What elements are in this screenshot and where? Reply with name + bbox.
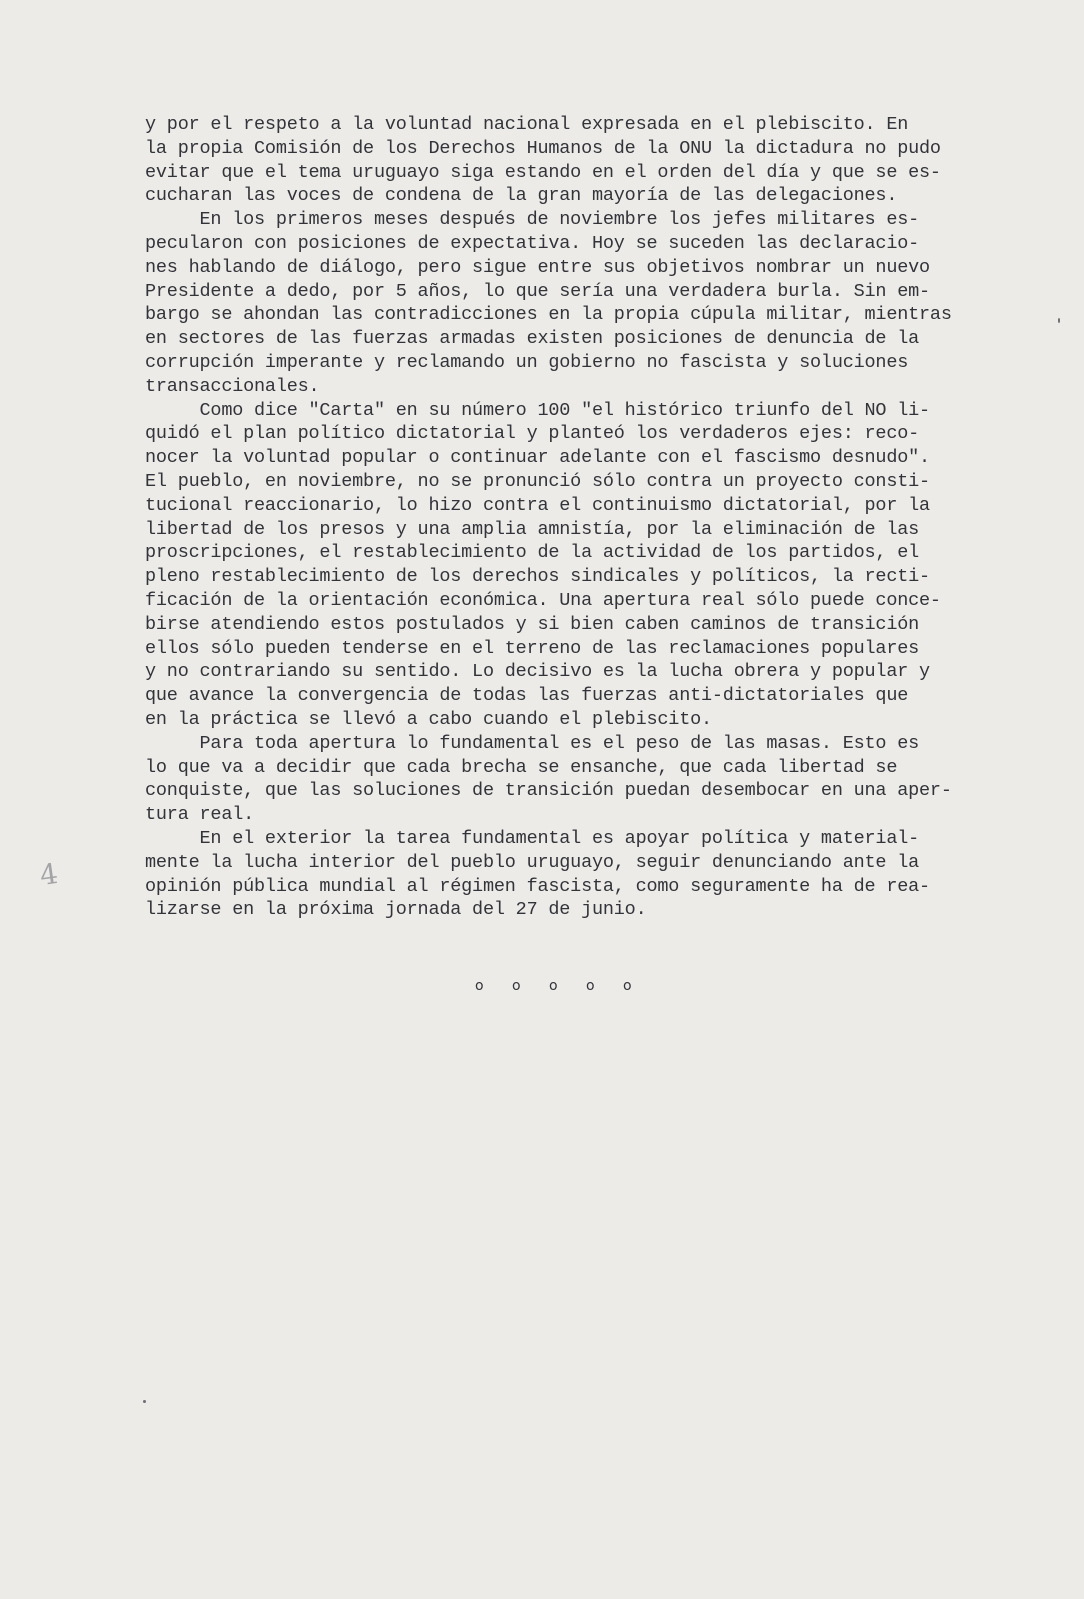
text-line: pecularon con posiciones de expectativa. Hoy se suceden las declaracio- — [145, 232, 920, 254]
text-line: lo que va a decidir que cada brecha se ensanche, que cada libertad se — [145, 756, 898, 778]
text-line: corrupción imperante y reclamando un gobierno no fascista y soluciones — [145, 351, 909, 373]
ornament-circle: o — [512, 978, 521, 994]
text-line: Presidente a dedo, por 5 años, lo que sería una verdadera burla. Sin em- — [145, 280, 930, 302]
text-line: lizarse en la próxima jornada del 27 de junio. — [145, 899, 647, 921]
section-ornament — [475, 978, 660, 994]
text-line: opinión pública mundial al régimen fascista, como seguramente ha de rea- — [145, 875, 930, 897]
paper-speck — [143, 1400, 146, 1403]
text-line: bargo se ahondan las contradicciones en la propia cúpula militar, mientras — [145, 304, 952, 326]
ornament-circle: o — [475, 978, 484, 994]
ornament-circle: o — [586, 978, 595, 994]
text-line: y por el respeto a la voluntad nacional expresada en el plebiscito. En — [145, 114, 909, 135]
text-line: cucharan las voces de condena de la gran mayoría de las delegaciones. — [145, 185, 898, 207]
ornament-circle: o — [549, 978, 558, 994]
text-line: la propia Comisión de los Derechos Humanos de la ONU la dictadura no pudo — [145, 137, 941, 159]
ornament-circle: o — [623, 978, 632, 994]
text-line: libertad de los presos y una amplia amnistía, por la eliminación de las — [145, 518, 920, 540]
text-line: nocer la voluntad popular o continuar adelante con el fascismo desnudo". — [145, 447, 930, 469]
paper-speck — [1058, 318, 1060, 323]
text-line: quidó el plan político dictatorial y planteó los verdaderos ejes: reco- — [145, 423, 920, 445]
text-line: Como dice "Carta" en su número 100 "el histórico triunfo del NO li- — [145, 399, 930, 421]
text-line: ellos sólo pueden tenderse en el terreno de las reclamaciones populares — [145, 637, 920, 659]
text-line: que avance la convergencia de todas las fuerzas anti-dictatoriales que — [145, 685, 909, 707]
text-line: Para toda apertura lo fundamental es el peso de las masas. Esto es — [145, 732, 920, 754]
text-line: y no contrariando su sentido. Lo decisivo es la lucha obrera y popular y — [145, 661, 930, 683]
text-line: en la práctica se llevó a cabo cuando el plebiscito. — [145, 708, 712, 730]
margin-handwritten-mark: 4 — [37, 856, 61, 893]
text-line: ficación de la orientación económica. Una apertura real sólo puede conce- — [145, 589, 941, 611]
text-line: tura real. — [145, 804, 255, 826]
text-line: nes hablando de diálogo, pero sigue entre sus objetivos nombrar un nuevo — [145, 256, 930, 278]
text-line: tucional reaccionario, lo hizo contra el continuismo dictatorial, por la — [145, 494, 930, 516]
text-line: mente la lucha interior del pueblo uruguayo, seguir denunciando ante la — [145, 851, 920, 873]
body-text — [145, 113, 1045, 922]
text-line: pleno restablecimiento de los derechos sindicales y políticos, la recti- — [145, 566, 930, 588]
text-line: En los primeros meses después de noviembre los jefes militares es- — [145, 209, 920, 231]
text-line: evitar que el tema uruguayo siga estando en el orden del día y que se es- — [145, 161, 941, 183]
text-line: El pueblo, en noviembre, no se pronunció sólo contra un proyecto consti- — [145, 470, 930, 492]
text-line: transaccionales. — [145, 375, 320, 397]
text-line: proscripciones, el restablecimiento de la actividad de los partidos, el — [145, 542, 920, 564]
text-line: birse atendiendo estos postulados y si bien caben caminos de transición — [145, 613, 920, 635]
text-line: En el exterior la tarea fundamental es apoyar política y material- — [145, 827, 920, 849]
text-line: conquiste, que las soluciones de transición puedan desembocar en una aper- — [145, 780, 952, 802]
text-line: en sectores de las fuerzas armadas existen posiciones de denuncia de la — [145, 328, 920, 350]
